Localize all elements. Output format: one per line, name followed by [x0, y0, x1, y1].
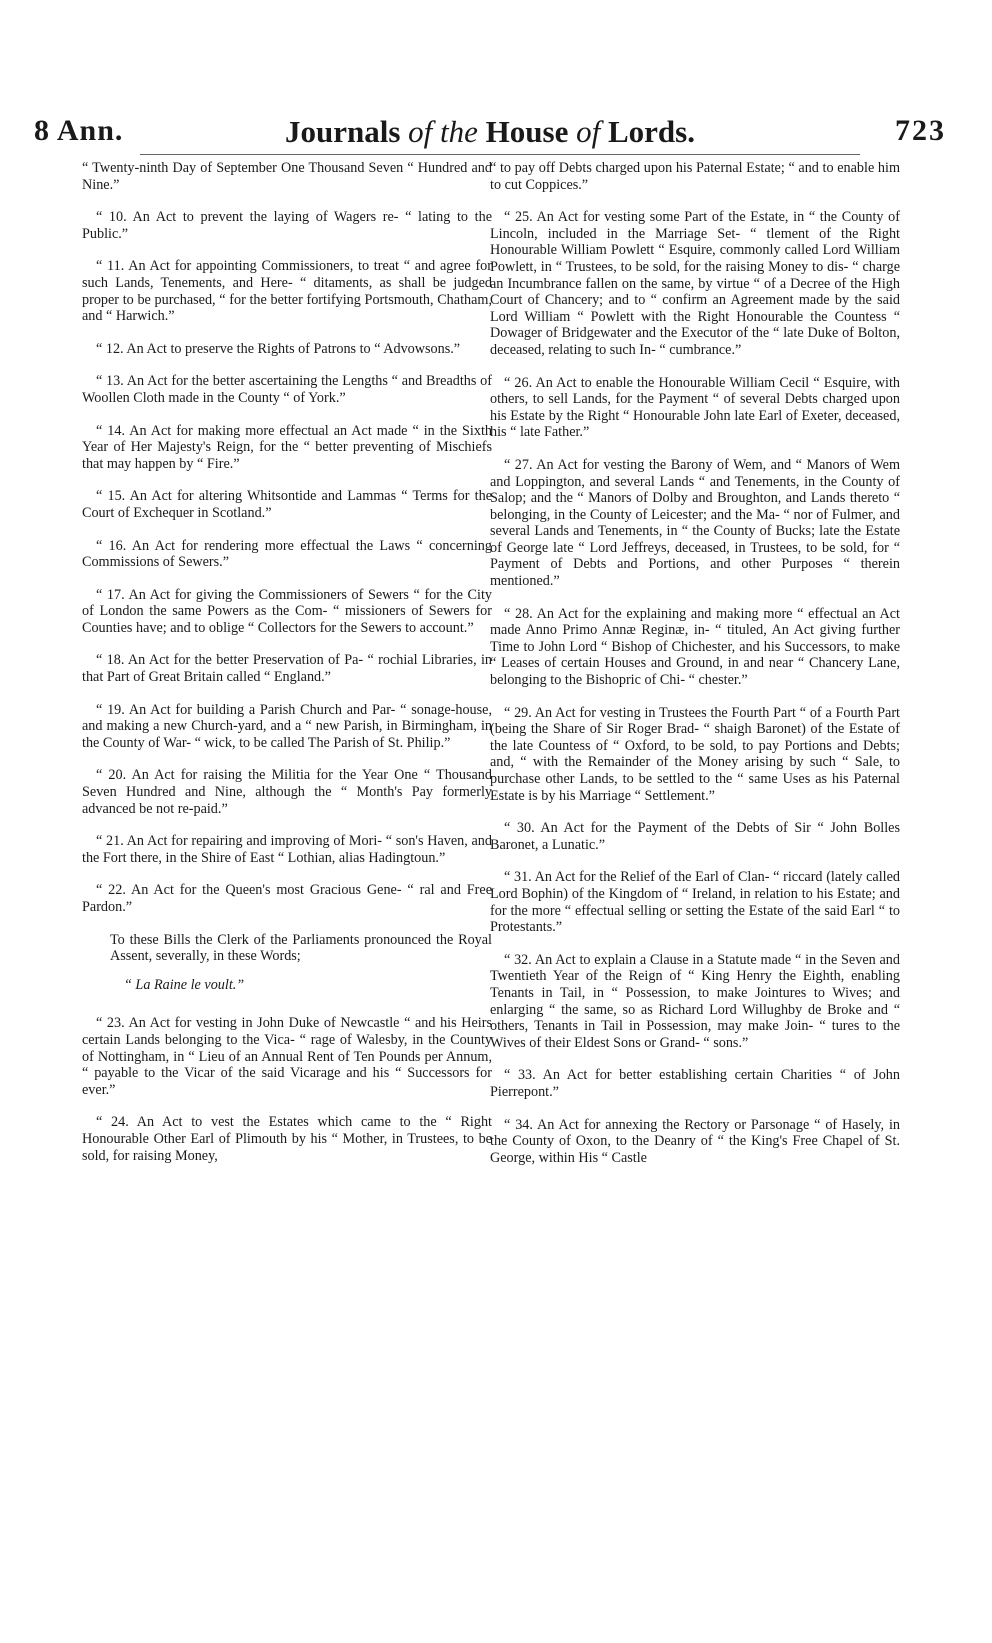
act-paragraph: “ 24. An Act to vest the Estates which came to the “ Right Honourable Other Earl of Plimouth by his “ Mother, in Trustees, to be sold, for raising Money,: [82, 1114, 492, 1164]
royal-assent-text: To these Bills the Clerk of the Parliaments pronounced the Royal Assent, severally, in these Words;: [110, 931, 492, 965]
act-paragraph: “ 16. An Act for rendering more effectual the Laws “ concerning Commissions of Sewers.”: [82, 537, 492, 571]
act-paragraph: “ to pay off Debts charged upon his Paternal Estate; “ and to enable him to cut Coppices.”: [490, 160, 900, 193]
act-paragraph: “ 13. An Act for the better ascertaining the Lengths “ and Breadths of Woollen Cloth made in the County “ of York.”: [82, 373, 492, 406]
act-paragraph: “ 20. An Act for raising the Militia for the Year One “ Thousand Seven Hundred and Nine, although the “ Month's Pay formerly advanced be not re-paid.”: [82, 767, 492, 817]
royal-assent-words: “ La Raine le voult.”: [124, 976, 245, 993]
act-paragraph: “ 14. An Act for making more effectual an Act made “ in the Sixth Year of Her Majesty's Reign, for the “ better preventing of Mischiefs that may happen by “ Fire.”: [82, 422, 492, 472]
act-paragraph: “ 23. An Act for vesting in John Duke of Newcastle “ and his Heirs certain Lands belonging to the Vica- “ rage of Walesby, in the County of Nottingham, in “ Lieu of an Annual Rent of Ten Pounds per Annum, “ payable to the Vicar of the said Vicarage and his “ Successors for ever.”: [82, 1015, 492, 1098]
session-label: 8 Ann.: [34, 114, 124, 147]
act-paragraph: “ 10. An Act to prevent the laying of Wagers re- “ lating to the Public.”: [82, 209, 492, 242]
page-header: [34, 114, 946, 164]
act-paragraph: “ 25. An Act for vesting some Part of the Estate, in “ the County of Lincoln, included in the Marriage Set- “ tlement of the Right Honourable William Powlett “ Esquire, commonly called Lord William Powlett, in “ Trustees, to be sold, for the raising Money to dis- “ charge an Incumbrance fallen on the same, by virtue “ of a Decree of the High Court of Chancery; and to “ confirm an Agreement made by the said Lord William “ Powlett with the Right Honourable the Countess “ Dowager of Bridgewater and the Executor of the “ late Duke of Bolton, deceased, relating to such In- “ cumbrance.”: [490, 209, 900, 358]
act-paragraph: “ 17. An Act for giving the Commissioners of Sewers “ for the City of London the same Powers as the Com- “ missioners of Sewers for Counties have; and to oblige “ Collectors for the Sewers to account.”: [82, 586, 492, 636]
journal-title: Journals of the House of Lords.: [285, 114, 695, 149]
act-paragraph: “ 19. An Act for building a Parish Church and Par- “ sonage-house, and making a new Church-yard, and a “ new Parish, in Birmingham, in the County of War- “ wick, to be called The Parish of St. Philip.”: [82, 701, 492, 751]
act-paragraph: “ 32. An Act to explain a Clause in a Statute made “ in the Seven and Twentieth Year of the Reign of “ King Henry the Eighth, enabling Tenants in Tail, in “ Possession, to make Jointures to Wives; and enlarging “ the same, so as Richard Lord Willughby de Broke and “ others, Tenants in Tail in Possession, may make Join- “ tures to the Wives of their Eldest Sons or Grand- “ sons.”: [490, 951, 900, 1051]
right-column: [490, 160, 900, 1182]
left-column: [82, 160, 492, 1180]
act-paragraph: “ 28. An Act for the explaining and making more “ effectual an Act made Anno Primo Annæ Reginæ, in- “ tituled, An Act giving further Time to John Lord “ Bishop of Chichester, and his Successors, to make “ Leases of certain Houses and Ground, in and near “ Chancery Lane, belonging to the Bishopric of Chi- “ chester.”: [490, 605, 900, 689]
act-paragraph: “ 12. An Act to preserve the Rights of Patrons to “ Advowsons.”: [96, 340, 461, 357]
act-paragraph: “ 11. An Act for appointing Commissioners, to treat “ and agree for such Lands, Tenements, and Here- “ ditaments, as shall be judged proper to be purchased, “ for the better fortifying Portsmouth, Chatham, and “ Harwich.”: [82, 258, 492, 325]
act-paragraph: “ 21. An Act for repairing and improving of Mori- “ son's Haven, and the Fort there, in the Shire of East “ Lothian, alias Hadingtoun.”: [82, 833, 492, 866]
act-paragraph: “ 27. An Act for vesting the Barony of Wem, and “ Manors of Wem and Loppington, and several Lands “ and Tenements, in the County of Salop; and the “ Manors of Dolby and Broughton, and Lands thereto “ belonging, in the County of Leicester; and the Ma- “ nor of Fulmer, and several Lands and Tenements, in “ the County of Bucks; late the Estate of George late “ Lord Jeffreys, deceased, in Trustees, to be sold, for “ Payment of Debts and Portions, and other Purposes “ therein mentioned.”: [490, 456, 900, 590]
act-paragraph: “ 15. An Act for altering Whitsontide and Lammas “ Terms for the Court of Exchequer in Scotland.”: [82, 488, 492, 521]
act-paragraph: “ 22. An Act for the Queen's most Gracious Gene- “ ral and Free Pardon.”: [82, 882, 492, 915]
act-paragraph: “ 29. An Act for vesting in Trustees the Fourth Part “ of a Fourth Part (being the Share of Sir Roger Brad- “ shaigh Baronet) of the Estate of the late Countess of “ Oxford, to be sold, to pay Portions and Debts; and, “ with the Remainder of the Money arising by such “ Sale, to purchase other Lands, to be settled to the “ same Uses as his Paternal Estate is by his Marriage “ Settlement.”: [490, 704, 900, 804]
act-paragraph: “ 33. An Act for better establishing certain Charities “ of John Pierrepont.”: [490, 1067, 900, 1100]
act-paragraph: “ 31. An Act for the Relief of the Earl of Clan- “ riccard (lately called Lord Bophin) of the Kingdom of “ Ireland, in relation to his Estate; and for the more “ effectual selling or setting the Estate of the said Earl “ to Protestants.”: [490, 869, 900, 936]
act-paragraph: “ 30. An Act for the Payment of the Debts of Sir “ John Bolles Baronet, a Lunatic.”: [490, 820, 900, 853]
act-paragraph: “ 26. An Act to enable the Honourable William Cecil “ Esquire, with others, to sell Lands, for the Payment “ of several Debts charged upon his Estate by the Right “ Honourable John late Earl of Exeter, deceased, his “ late Father.”: [490, 374, 900, 441]
act-paragraph: “ 18. An Act for the better Preservation of Pa- “ rochial Libraries, in that Part of Great Britain called “ England.”: [82, 652, 492, 686]
act-paragraph: “ 34. An Act for annexing the Rectory or Parsonage “ of Hasely, in the County of Oxon, to the Deanry of “ the King's Free Chapel of St. George, within His “ Castle: [490, 1116, 900, 1166]
header-rule: [140, 154, 860, 155]
act-paragraph: “ Twenty-ninth Day of September One Thousand Seven “ Hundred and Nine.”: [82, 160, 492, 193]
page-number: 723: [895, 114, 946, 147]
